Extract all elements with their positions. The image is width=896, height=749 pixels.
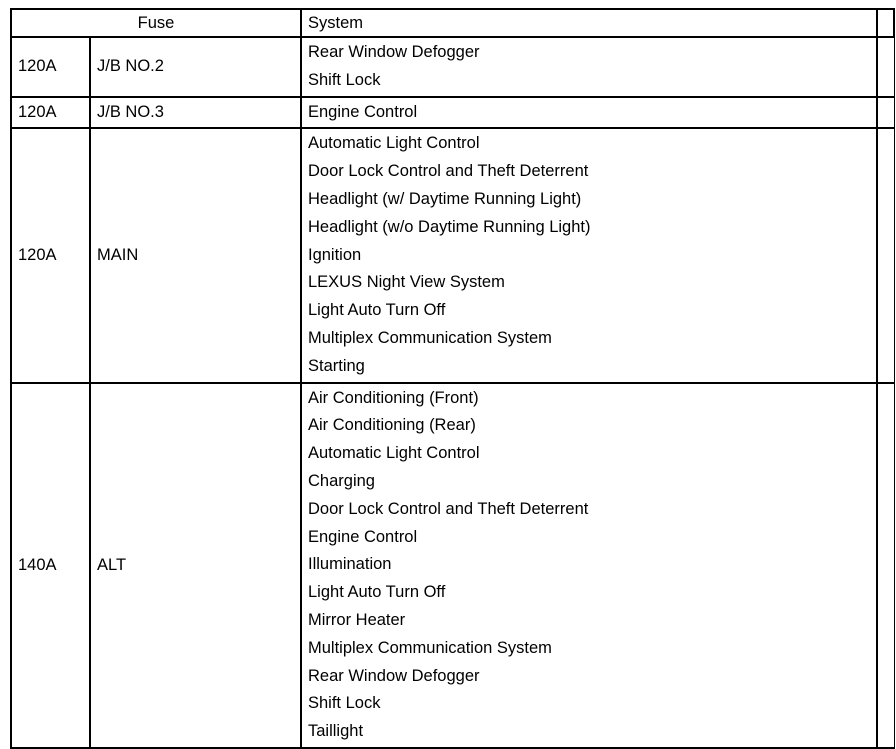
system-item: Ignition: [308, 245, 362, 264]
table-header-row: [11, 9, 894, 37]
fuse-name: MAIN: [90, 128, 301, 382]
system-item: Engine Control: [308, 527, 418, 546]
table-row: [11, 128, 894, 382]
system-list: [301, 383, 877, 748]
system-item: Engine Control: [308, 102, 418, 121]
fuse-amperage: 120A: [11, 37, 90, 97]
header-fuse: Fuse: [11, 9, 301, 37]
fuse-name: J/B NO.2: [90, 37, 301, 97]
system-item: Automatic Light Control: [308, 444, 480, 463]
blank-cell: [877, 383, 894, 748]
header-system: System: [301, 9, 877, 37]
fuse-amperage: 120A: [11, 128, 90, 382]
fuse-amperage: 140A: [11, 383, 90, 748]
system-item: Multiplex Communication System: [308, 328, 552, 347]
system-item: Air Conditioning (Front): [308, 388, 479, 407]
system-item: Starting: [308, 356, 365, 375]
system-item: Charging: [308, 471, 375, 490]
system-item: Shift Lock: [308, 70, 381, 89]
header-blank: [877, 9, 894, 37]
system-item: Headlight (w/o Daytime Running Light): [308, 217, 591, 236]
system-list: [301, 128, 877, 382]
system-item: Headlight (w/ Daytime Running Light): [308, 189, 582, 208]
table-body: [11, 37, 894, 748]
table-row: [11, 37, 894, 97]
blank-cell: [877, 128, 894, 382]
system-item: Shift Lock: [308, 694, 381, 713]
fuse-name: J/B NO.3: [90, 97, 301, 129]
system-item: Mirror Heater: [308, 610, 406, 629]
blank-cell: [877, 37, 894, 97]
system-item: Door Lock Control and Theft Deterrent: [308, 499, 589, 518]
system-item: Multiplex Communication System: [308, 638, 552, 657]
blank-cell: [877, 97, 894, 129]
table-row: [11, 383, 894, 748]
system-item: Rear Window Defogger: [308, 43, 480, 61]
system-item: Door Lock Control and Theft Deterrent: [308, 162, 589, 181]
system-item: Light Auto Turn Off: [308, 301, 446, 320]
fuse-system-table: [10, 8, 895, 749]
fuse-name: ALT: [90, 383, 301, 748]
fuse-amperage: 120A: [11, 97, 90, 129]
system-item: Automatic Light Control: [308, 134, 480, 153]
system-item: LEXUS Night View System: [308, 273, 505, 292]
table-row: [11, 97, 894, 129]
system-list: [301, 97, 877, 129]
system-item: Air Conditioning (Rear): [308, 416, 476, 435]
system-item: Illumination: [308, 555, 392, 574]
system-item: Light Auto Turn Off: [308, 583, 446, 602]
system-item: Taillight: [308, 722, 364, 741]
system-list: [301, 37, 877, 97]
system-item: Rear Window Defogger: [308, 666, 480, 685]
